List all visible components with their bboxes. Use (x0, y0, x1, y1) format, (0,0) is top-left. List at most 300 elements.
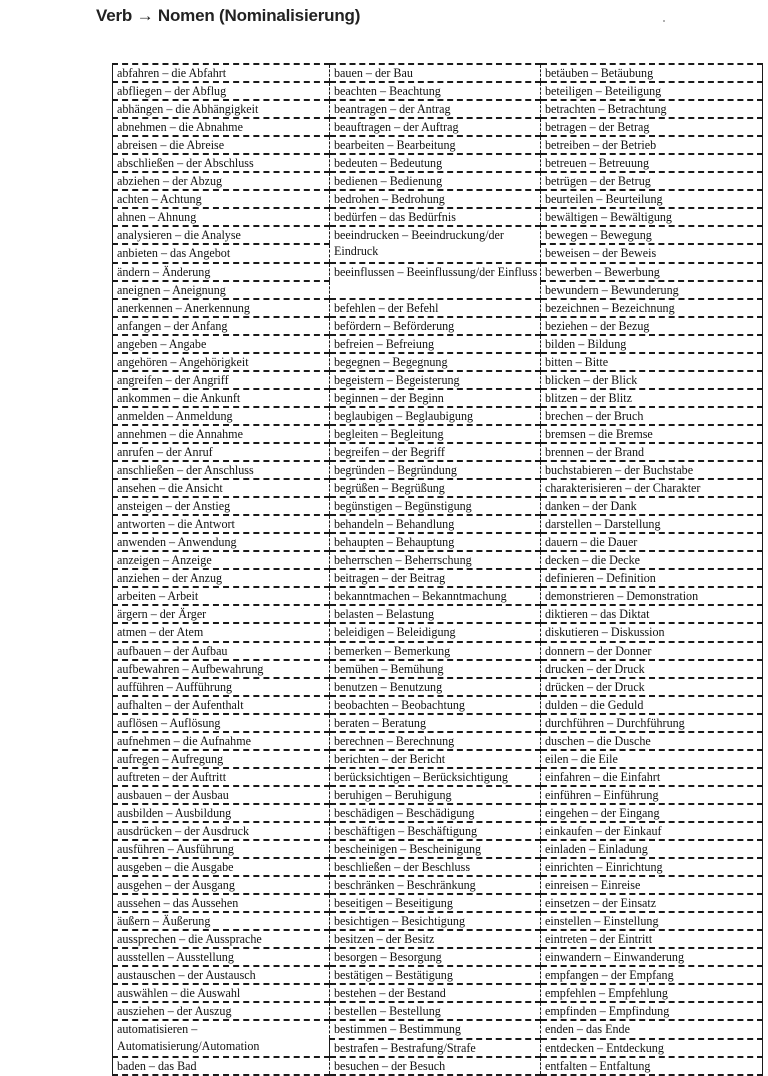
verb-noun-pair: befreien – Befreiung (334, 336, 435, 351)
verb-noun-pair: bestehen – der Bestand (334, 986, 446, 1001)
table-cell (330, 822, 541, 840)
table-cell (541, 497, 763, 515)
table-cell (113, 172, 330, 190)
table-row (113, 154, 763, 172)
table-cell (113, 515, 330, 533)
verb-noun-pair: bauen – der Bau (334, 66, 413, 80)
verb-noun-pair: begeistern – Begeisterung (334, 372, 460, 387)
table-cell (113, 912, 330, 930)
table-cell (330, 371, 541, 389)
table-cell (541, 984, 763, 1002)
table-cell (113, 966, 330, 984)
table-cell (330, 208, 541, 226)
verb-noun-pair: dulden – die Geduld (545, 697, 644, 712)
verb-noun-pair: einrichten – Einrichtung (545, 860, 663, 875)
verb-noun-pair: duschen – die Dusche (545, 733, 651, 748)
verb-noun-pair: angeben – Angabe (117, 336, 207, 351)
table-cell (541, 335, 763, 353)
verb-noun-pair: begleiten – Begleitung (334, 426, 444, 441)
table-cell (541, 840, 763, 858)
verb-noun-pair: berechnen – Berechnung (334, 733, 455, 748)
verb-noun-pair: befördern – Beförderung (334, 318, 455, 333)
verb-noun-pair: beruhigen – Beruhigung (334, 787, 452, 802)
table-cell (541, 696, 763, 714)
verb-noun-pair: empfangen – der Empfang (545, 968, 674, 983)
verb-noun-pair: bedienen – Bedienung (334, 174, 443, 189)
table-row (113, 623, 763, 641)
table-cell (541, 912, 763, 930)
table-cell (113, 569, 330, 587)
table-row (113, 858, 763, 876)
table-row (113, 479, 763, 497)
table-cell (113, 605, 330, 623)
table-cell (330, 732, 541, 750)
verb-noun-pair: eingehen – der Eingang (545, 805, 660, 820)
verb-noun-pair: brechen – der Bruch (545, 408, 644, 423)
verb-noun-pair: aufbewahren – Aufbewahrung (117, 661, 264, 676)
verb-noun-pair: bitten – Bitte (545, 354, 609, 369)
verb-noun-pair: betragen – der Betrag (545, 120, 650, 135)
verb-noun-pair: eilen – die Eile (545, 751, 618, 766)
table-row (113, 750, 763, 768)
verb-noun-pair: antworten – die Antwort (117, 517, 235, 532)
verb-noun-pair: anrufen – der Anruf (117, 444, 213, 459)
table-cell (113, 281, 330, 299)
table-cell (330, 64, 541, 82)
verb-noun-pair: behandeln – Behandlung (334, 517, 455, 532)
table-row (113, 64, 763, 82)
verb-noun-pair: bewerben – Bewerbung (545, 264, 660, 279)
table-cell (113, 335, 330, 353)
verb-noun-table (112, 63, 763, 1076)
table-cell (113, 1020, 330, 1056)
table-cell (113, 461, 330, 479)
verb-noun-pair: besitzen – der Besitz (334, 932, 435, 947)
table-cell (541, 118, 763, 136)
verb-noun-pair: automatisieren – Automatisierung/Automation (117, 1022, 260, 1053)
verb-noun-pair: beitragen – der Beitrag (334, 571, 446, 586)
verb-noun-pair: anmelden – Anmeldung (117, 408, 233, 423)
verb-noun-pair: bekanntmachen – Bekanntmachung (334, 589, 507, 604)
table-cell (541, 100, 763, 118)
table-row (113, 425, 763, 443)
table-cell (541, 190, 763, 208)
verb-noun-pair: ausziehen – der Auszug (117, 1004, 232, 1019)
verb-noun-pair: danken – der Dank (545, 499, 637, 514)
verb-noun-pair: ausbilden – Ausbildung (117, 805, 232, 820)
table-cell (113, 533, 330, 551)
table-cell (330, 840, 541, 858)
table-row (113, 190, 763, 208)
table-cell (330, 858, 541, 876)
table-cell (541, 1039, 763, 1057)
table-cell (113, 660, 330, 678)
table-cell (330, 82, 541, 100)
table-cell (330, 786, 541, 804)
table-cell (541, 804, 763, 822)
table-cell (541, 317, 763, 335)
verb-noun-pair: beleidigen – Beleidigung (334, 625, 456, 640)
table-row (113, 587, 763, 605)
table-cell (541, 533, 763, 551)
table-cell (330, 876, 541, 894)
table-cell (330, 1057, 541, 1075)
verb-noun-pair: betrügen – der Betrug (545, 174, 651, 189)
verb-noun-pair: enden – das Ende (545, 1022, 630, 1037)
verb-noun-pair: durchführen – Durchführung (545, 715, 685, 730)
verb-noun-pair: buchstabieren – der Buchstabe (545, 463, 694, 478)
verb-noun-pair: brennen – der Brand (545, 444, 645, 459)
table-cell (330, 714, 541, 732)
table-row (113, 569, 763, 587)
verb-noun-table-body (113, 64, 763, 1075)
table-row (113, 930, 763, 948)
table-row (113, 136, 763, 154)
verb-noun-pair: befehlen – der Befehl (334, 300, 439, 315)
verb-noun-pair: betrachten – Betrachtung (545, 102, 667, 117)
verb-noun-pair: bewegen – Bewegung (545, 228, 652, 243)
table-cell (330, 353, 541, 371)
verb-noun-pair: aneignen – Aneignung (117, 282, 226, 297)
table-cell (330, 154, 541, 172)
verb-noun-pair: bedürfen – das Bedürfnis (334, 210, 456, 225)
verb-noun-pair: betreiben – der Betrieb (545, 138, 657, 153)
table-cell (330, 984, 541, 1002)
verb-noun-pair: einfahren – die Einfahrt (545, 769, 661, 784)
verb-noun-pair: ärgern – der Ärger (117, 607, 207, 622)
table-cell (113, 82, 330, 100)
table-cell (330, 136, 541, 154)
table-row (113, 1020, 763, 1038)
table-cell (541, 461, 763, 479)
table-row (113, 497, 763, 515)
verb-noun-pair: anziehen – der Anzug (117, 571, 223, 586)
verb-noun-pair: empfehlen – Empfehlung (545, 986, 668, 1001)
table-cell (541, 389, 763, 407)
table-cell (330, 678, 541, 696)
table-row (113, 443, 763, 461)
verb-noun-pair: decken – die Decke (545, 553, 641, 568)
verb-noun-pair: dauern – die Dauer (545, 535, 638, 550)
table-cell (541, 732, 763, 750)
table-row (113, 515, 763, 533)
table-row (113, 389, 763, 407)
verb-noun-pair: aufhalten – der Aufenthalt (117, 697, 244, 712)
table-cell (113, 750, 330, 768)
table-row (113, 208, 763, 226)
verb-noun-pair: begreifen – der Begriff (334, 444, 445, 459)
table-cell (113, 154, 330, 172)
verb-noun-pair: angreifen – der Angriff (117, 372, 229, 387)
table-cell (541, 750, 763, 768)
table-cell (541, 876, 763, 894)
verb-noun-pair: beseitigen – Beseitigung (334, 896, 453, 911)
verb-noun-pair: beginnen – der Beginn (334, 390, 444, 405)
table-cell (330, 497, 541, 515)
table-cell (541, 623, 763, 641)
table-cell (541, 948, 763, 966)
table-cell (113, 696, 330, 714)
verb-noun-pair: abhängen – die Abhängigkeit (117, 102, 259, 117)
table-cell (330, 425, 541, 443)
table-cell (541, 1002, 763, 1020)
table-cell (541, 569, 763, 587)
table-cell (541, 858, 763, 876)
table-cell (113, 389, 330, 407)
table-cell (541, 371, 763, 389)
verb-noun-pair: anfangen – der Anfang (117, 318, 228, 333)
table-cell (541, 479, 763, 497)
verb-noun-pair: begründen – Begründung (334, 463, 457, 478)
table-cell (330, 894, 541, 912)
verb-noun-pair: abfahren – die Abfahrt (117, 66, 227, 80)
table-cell (113, 840, 330, 858)
table-cell (541, 443, 763, 461)
scan-speck (663, 20, 665, 22)
verb-noun-pair: anwenden – Anwendung (117, 535, 237, 550)
verb-noun-pair: diskutieren – Diskussion (545, 625, 665, 640)
table-cell (113, 551, 330, 569)
verb-noun-pair: belasten – Belastung (334, 607, 435, 622)
table-cell (113, 190, 330, 208)
table-cell (541, 930, 763, 948)
table-row (113, 984, 763, 1002)
table-row (113, 966, 763, 984)
verb-noun-pair: abfliegen – der Abflug (117, 84, 227, 99)
verb-noun-pair: begrüßen – Begrüßung (334, 481, 445, 496)
table-cell (113, 443, 330, 461)
verb-noun-pair: einwandern – Einwanderung (545, 950, 685, 965)
table-cell (330, 263, 541, 299)
table-cell (330, 1002, 541, 1020)
table-cell (330, 623, 541, 641)
table-cell (113, 208, 330, 226)
table-cell (113, 948, 330, 966)
verb-noun-pair: aufführen – Aufführung (117, 679, 233, 694)
verb-noun-pair: darstellen – Darstellung (545, 517, 661, 532)
table-cell (541, 678, 763, 696)
table-cell (330, 750, 541, 768)
table-cell (113, 623, 330, 641)
table-cell (330, 479, 541, 497)
verb-noun-pair: entfalten – Entfaltung (545, 1058, 651, 1073)
table-row (113, 714, 763, 732)
verb-noun-pair: angehören – Angehörigkeit (117, 354, 249, 369)
table-row (113, 786, 763, 804)
verb-noun-pair: aufregen – Aufregung (117, 751, 224, 766)
table-cell (330, 930, 541, 948)
table-cell (113, 299, 330, 317)
table-row (113, 912, 763, 930)
verb-noun-pair: einsetzen – der Einsatz (545, 896, 657, 911)
verb-noun-pair: drucken – der Druck (545, 661, 645, 676)
table-cell (330, 100, 541, 118)
table-row (113, 82, 763, 100)
verb-noun-pair: begegnen – Begegnung (334, 354, 448, 369)
verb-noun-pair: beantragen – der Antrag (334, 102, 451, 117)
table-row (113, 263, 763, 281)
table-row (113, 605, 763, 623)
table-cell (113, 930, 330, 948)
table-cell (541, 605, 763, 623)
verb-noun-pair: empfinden – Empfindung (545, 1004, 670, 1019)
table-cell (113, 894, 330, 912)
verb-noun-pair: anerkennen – Anerkennung (117, 300, 250, 315)
table-cell (541, 136, 763, 154)
verb-noun-pair: bremsen – die Bremse (545, 426, 653, 441)
table-cell (113, 497, 330, 515)
table-cell (330, 587, 541, 605)
table-row (113, 407, 763, 425)
table-cell (113, 407, 330, 425)
table-cell (330, 605, 541, 623)
verb-noun-pair: besorgen – Besorgung (334, 950, 442, 965)
table-cell (330, 660, 541, 678)
verb-noun-pair: definieren – Definition (545, 571, 656, 586)
page-title: Verb → Nomen (Nominalisierung) (96, 6, 361, 25)
table-cell (113, 244, 330, 262)
table-row (113, 876, 763, 894)
verb-noun-pair: einstellen – Einstellung (545, 914, 659, 929)
table-cell (113, 100, 330, 118)
verb-noun-pair: demonstrieren – Demonstration (545, 589, 699, 604)
table-row (113, 172, 763, 190)
table-cell (330, 696, 541, 714)
table-cell (113, 804, 330, 822)
verb-noun-pair: behaupten – Behauptung (334, 535, 455, 550)
table-cell (113, 425, 330, 443)
table-row (113, 696, 763, 714)
verb-noun-pair: bewältigen – Bewältigung (545, 210, 672, 225)
table-row (113, 804, 763, 822)
verb-noun-pair: bedeuten – Bedeutung (334, 156, 443, 171)
table-cell (330, 226, 541, 262)
verb-noun-pair: bilden – Bildung (545, 336, 627, 351)
verb-noun-pair: aufbauen – der Aufbau (117, 643, 228, 658)
verb-noun-pair: ahnen – Ahnung (117, 210, 197, 225)
verb-noun-pair: benutzen – Benutzung (334, 679, 443, 694)
table-cell (113, 118, 330, 136)
verb-noun-pair: bewundern – Bewunderung (545, 282, 679, 297)
verb-noun-pair: beeinflussen – Beeinflussung/der Einfluss (334, 264, 538, 279)
table-row (113, 335, 763, 353)
verb-noun-pair: bestellen – Bestellung (334, 1004, 441, 1019)
verb-noun-pair: ausgeben – die Ausgabe (117, 860, 234, 875)
table-cell (113, 876, 330, 894)
verb-noun-pair: bezeichnen – Bezeichnung (545, 300, 675, 315)
table-row (113, 840, 763, 858)
table-cell (113, 984, 330, 1002)
verb-noun-pair: donnern – der Donner (545, 643, 652, 658)
verb-noun-pair: bemerken – Bemerkung (334, 643, 451, 658)
verb-noun-pair: eintreten – der Eintritt (545, 932, 653, 947)
verb-noun-pair: beweisen – der Beweis (545, 246, 657, 261)
table-cell (113, 1002, 330, 1020)
verb-noun-pair: bestrafen – Bestrafung/Strafe (334, 1040, 476, 1055)
verb-noun-pair: aussehen – das Aussehen (117, 896, 239, 911)
table-cell (113, 768, 330, 786)
verb-noun-pair: beachten – Beachtung (334, 84, 441, 99)
verb-noun-pair: beschädigen – Beschädigung (334, 805, 475, 820)
verb-noun-pair: blitzen – der Blitz (545, 390, 632, 405)
table-row (113, 948, 763, 966)
verb-noun-pair: bearbeiten – Bearbeitung (334, 138, 456, 153)
verb-noun-pair: beschränken – Beschränkung (334, 878, 476, 893)
table-cell (330, 912, 541, 930)
table-cell (113, 64, 330, 82)
table-cell (541, 894, 763, 912)
table-cell (541, 768, 763, 786)
verb-noun-pair: begünstigen – Begünstigung (334, 499, 472, 514)
table-cell (541, 154, 763, 172)
verb-noun-pair: ändern – Änderung (117, 264, 211, 279)
table-cell (541, 515, 763, 533)
table-cell (113, 732, 330, 750)
verb-noun-pair: ausgehen – der Ausgang (117, 878, 235, 893)
table-cell (330, 1039, 541, 1057)
verb-noun-pair: aussprechen – die Aussprache (117, 932, 262, 947)
table-row (113, 642, 763, 660)
table-row (113, 768, 763, 786)
table-cell (541, 714, 763, 732)
verb-noun-pair: beobachten – Beobachtung (334, 697, 465, 712)
table-cell (541, 353, 763, 371)
verb-noun-pair: ansehen – die Ansicht (117, 481, 223, 496)
verb-noun-pair: ausdrücken – der Ausdruck (117, 823, 249, 838)
verb-noun-pair: bescheinigen – Bescheinigung (334, 842, 482, 857)
verb-noun-pair: berichten – der Bericht (334, 751, 446, 766)
table-cell (330, 804, 541, 822)
table-cell (541, 660, 763, 678)
table-row (113, 678, 763, 696)
table-cell (330, 317, 541, 335)
table-cell (541, 425, 763, 443)
verb-noun-pair: bestätigen – Bestätigung (334, 968, 453, 983)
table-cell (330, 948, 541, 966)
table-cell (330, 172, 541, 190)
verb-noun-pair: beherrschen – Beherrschung (334, 553, 472, 568)
verb-noun-pair: anbieten – das Angebot (117, 246, 231, 261)
table-cell (113, 136, 330, 154)
table-cell (541, 1020, 763, 1038)
verb-noun-pair: beteiligen – Beteiligung (545, 84, 662, 99)
table-cell (541, 822, 763, 840)
table-cell (113, 642, 330, 660)
verb-noun-pair: drücken – der Druck (545, 679, 645, 694)
verb-noun-pair: anschließen – der Anschluss (117, 463, 254, 478)
verb-noun-pair: beglaubigen – Beglaubigung (334, 408, 474, 423)
table-cell (541, 1057, 763, 1075)
table-cell (541, 281, 763, 299)
table-cell (330, 569, 541, 587)
table-row (113, 533, 763, 551)
table-cell (330, 443, 541, 461)
verb-noun-pair: ausstellen – Ausstellung (117, 950, 234, 965)
table-cell (330, 966, 541, 984)
table-row (113, 1057, 763, 1075)
table-cell (541, 172, 763, 190)
verb-noun-pair: abziehen – der Abzug (117, 174, 223, 189)
vocabulary-table-container (112, 63, 762, 1076)
table-cell (113, 479, 330, 497)
verb-noun-pair: baden – das Bad (117, 1058, 197, 1073)
verb-noun-pair: ausführen – Ausführung (117, 842, 234, 857)
table-cell (541, 551, 763, 569)
table-cell (541, 263, 763, 281)
verb-noun-pair: atmen – der Atem (117, 625, 204, 640)
table-cell (330, 533, 541, 551)
verb-noun-pair: beurteilen – Beurteilung (545, 192, 663, 207)
